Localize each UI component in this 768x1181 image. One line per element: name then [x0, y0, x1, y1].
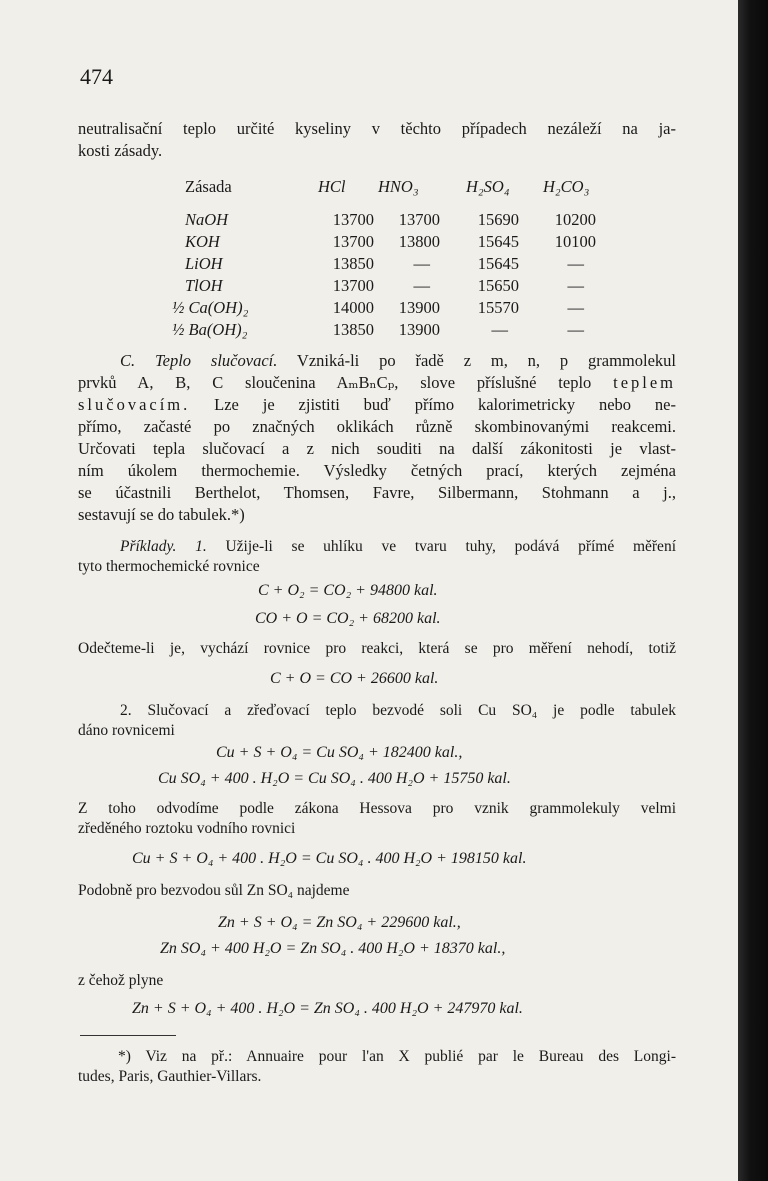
example-1-line-1	[78, 536, 676, 558]
row-value: —	[413, 276, 430, 295]
section-c-line: sestavují se do tabulek.*)	[78, 505, 245, 524]
equation: Cu + S + O₄ + 400 . H₂O = Cu SO₄ . 400 H₂O + 198150 kal.	[132, 850, 527, 867]
section-c-line: se účastnili Berthelot, Thomsen, Favre, Silbermann, Stohmann a j.,	[78, 483, 676, 502]
row-value: —	[491, 320, 508, 339]
equation: Zn SO₄ + 400 H₂O = Zn SO₄ . 400 H₂O + 18370 kal.,	[160, 940, 506, 957]
row-value: 14000	[332, 298, 374, 317]
section-c-heading: C. Teplo slučovací.	[120, 351, 278, 370]
example-2-line-1: 2. Slučovací a zřeďovací teplo bezvodé soli Cu SO₄ je podle tabulek	[120, 702, 676, 719]
row-value: 13700	[332, 232, 374, 251]
section-c-text: Vzniká-li po řadě z m, n, p grammolekul	[296, 351, 677, 370]
equation: CO + O = CO₂ + 68200 kal.	[255, 610, 441, 627]
emphasis-text: slučovacím.	[78, 395, 191, 414]
example-2-text: Z toho odvodíme podle zákona Hessova pro vznik grammolekuly velmi	[78, 800, 676, 817]
footnote-rule	[80, 1035, 176, 1036]
row-value: 15645	[477, 232, 519, 251]
book-edge	[738, 0, 768, 1181]
example-2-text: Podobně pro bezvodou sůl Zn SO₄ najdeme	[78, 882, 350, 899]
row-value: 13700	[332, 276, 374, 295]
section-c-line-2	[78, 372, 676, 394]
row-value: 13900	[398, 320, 440, 339]
section-c-line: ním úkolem thermochemie. Výsledky četných prací, kterých zejména	[78, 461, 676, 480]
page-number: 474	[80, 64, 113, 89]
row-base: LiOH	[185, 254, 223, 273]
row-value: 13850	[332, 320, 374, 339]
section-c-line: přímo, začasté po značných oklikách různě skombinovanými reakcemi.	[78, 417, 676, 436]
row-base: ½ Ba(OH)₂	[172, 320, 248, 339]
footnote-line-2: tudes, Paris, Gauthier-Villars.	[78, 1068, 262, 1085]
row-value: —	[413, 254, 430, 273]
row-base: TlOH	[185, 276, 223, 295]
section-c-line-1	[78, 350, 676, 372]
equation: Zn + S + O₄ = Zn SO₄ + 229600 kal.,	[218, 914, 461, 931]
row-value: 13700	[398, 210, 440, 229]
example-2-text: z čehož plyne	[78, 972, 164, 989]
emphasis-text: teplem	[613, 373, 677, 392]
row-value: 13700	[332, 210, 374, 229]
equation: C + O = CO + 26600 kal.	[270, 670, 439, 687]
equation: Cu + S + O₄ = Cu SO₄ + 182400 kal.,	[216, 744, 463, 761]
row-base: NaOH	[185, 210, 229, 229]
section-c-text: prvků A, B, C sloučenina AₘBₙCₚ, slove příslušné teplo	[78, 373, 592, 392]
footnote-line-1: *) Viz na př.: Annuaire pour l'an X publié par le Bureau des Longi-	[118, 1048, 676, 1065]
row-value: 15650	[477, 276, 519, 295]
row-value: 10100	[554, 232, 596, 251]
table-header-base: Zásada	[185, 177, 232, 196]
example-2-text: zředěného roztoku vodního rovnici	[78, 820, 296, 837]
row-value: 13850	[332, 254, 374, 273]
row-value: —	[567, 320, 584, 339]
table-header-h2so4: H₂SO₄	[466, 177, 510, 196]
table-header-hcl: HCl	[318, 177, 346, 196]
example-label: Příklady. 1.	[120, 538, 207, 555]
equation: C + O₂ = CO₂ + 94800 kal.	[258, 582, 438, 599]
row-base: ½ Ca(OH)₂	[172, 298, 249, 317]
row-value: 13900	[398, 298, 440, 317]
example-2-line-2: dáno rovnicemi	[78, 722, 175, 739]
section-c-line-3	[78, 394, 676, 416]
intro-line-2: kosti zásady.	[78, 141, 163, 160]
section-c-line: Určovati tepla slučovací a z nich souditi na další zákonitosti je vlast-	[78, 439, 676, 458]
row-value: —	[567, 298, 584, 317]
equation: Cu SO₄ + 400 . H₂O = Cu SO₄ . 400 H₂O + 15750 kal.	[158, 770, 511, 787]
row-value: 15645	[477, 254, 519, 273]
row-value: 15570	[477, 298, 519, 317]
example-text: Užije-li se uhlíku ve tvaru tuhy, podává přímé měření	[225, 538, 676, 555]
section-c-text: Lze je zjistiti buď přímo kalorimetricky nebo ne-	[214, 395, 676, 414]
row-base: KOH	[185, 232, 220, 251]
row-value: 13800	[398, 232, 440, 251]
intro-line-1: neutralisační teplo určité kyseliny v těchto případech nezáleží na ja-	[78, 119, 676, 138]
row-value: 15690	[477, 210, 519, 229]
example-1-text: Odečteme-li je, vychází rovnice pro reakci, která se pro měření nehodí, totiž	[78, 640, 676, 657]
row-value: —	[567, 254, 584, 273]
row-value: —	[567, 276, 584, 295]
example-1-line-2: tyto thermochemické rovnice	[78, 558, 260, 575]
equation: Zn + S + O₄ + 400 . H₂O = Zn SO₄ . 400 H₂O + 247970 kal.	[132, 1000, 523, 1017]
table-header-h2co3: H₂CO₃	[543, 177, 590, 196]
table-header-hno3: HNO₃	[378, 177, 419, 196]
row-value: 10200	[554, 210, 596, 229]
